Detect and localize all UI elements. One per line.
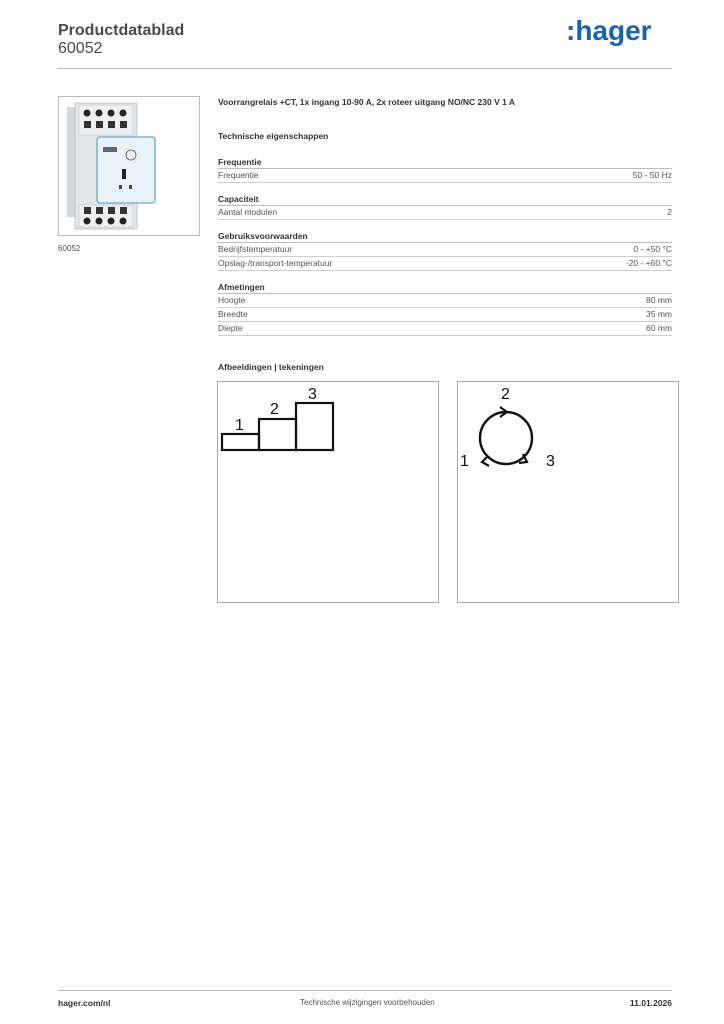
section-heading: Frequentie [218,156,672,169]
product-details [218,96,672,346]
spec-label: Diepte [218,323,243,333]
spec-label: Breedte [218,309,248,319]
spec-label: Aantal modulen [218,207,278,217]
page-title: Productdatablad [58,22,185,39]
section-heading: Afmetingen [218,281,672,294]
footer-divider [58,990,672,991]
spec-row [218,206,672,220]
spec-label: Opslag-/transport-temperatuur [218,258,333,268]
technical-title: Technische eigenschappen [218,131,329,141]
section-heading: Capaciteit [218,193,672,206]
spec-label: Frequentie [218,170,259,180]
section-gebruiksvoorwaarden [218,230,672,271]
header-divider [58,68,672,69]
spec-row [218,257,672,271]
section-frequentie [218,156,672,183]
website-link[interactable]: hager.com/nl [58,998,111,1008]
rotation-cycle-diagram [457,381,679,603]
footer-date: 11.01.2026 [629,998,672,1008]
staircase-priority-diagram [217,381,439,603]
product-description: Voorrangrelais +CT, 1x ingang 10-90 A, 2x roteer uitgang NO/NC 230 V 1 A [218,97,516,107]
step-label-2: 2 [270,401,279,418]
section-afmetingen [218,281,672,336]
spec-row [218,322,672,336]
spec-value: 50 - 50 Hz [632,170,672,180]
cycle-label-1: 1 [460,453,469,470]
product-number: 60052 [58,40,103,57]
step-label-1: 1 [235,417,244,434]
section-capaciteit [218,193,672,220]
product-image-caption: 60052 [58,244,81,253]
spec-row [218,169,672,183]
footer-notice: Technische wijzigingen voorbehouden [300,998,435,1007]
relay-device-image [58,96,200,236]
spec-row [218,308,672,322]
spec-value: 60 mm [646,323,672,333]
spec-value: 2 [667,207,672,217]
spec-value: -20 - +60 °C [625,258,672,268]
logo-text: :hager [566,15,652,46]
hager-logo [566,14,658,48]
images-title: Afbeeldingen | tekeningen [218,362,324,372]
step-label-3: 3 [308,386,317,403]
spec-value: 80 mm [646,295,672,305]
spec-row [218,243,672,257]
cycle-label-2: 2 [501,386,510,403]
spec-label: Hoogte [218,295,246,305]
spec-value: 0 - +50 °C [633,244,672,254]
section-heading: Gebruiksvoorwaarden [218,230,672,243]
spec-row [218,294,672,308]
cycle-label-3: 3 [546,453,555,470]
spec-label: Bedrijfstemperatuur [218,244,293,254]
spec-value: 35 mm [646,309,672,319]
